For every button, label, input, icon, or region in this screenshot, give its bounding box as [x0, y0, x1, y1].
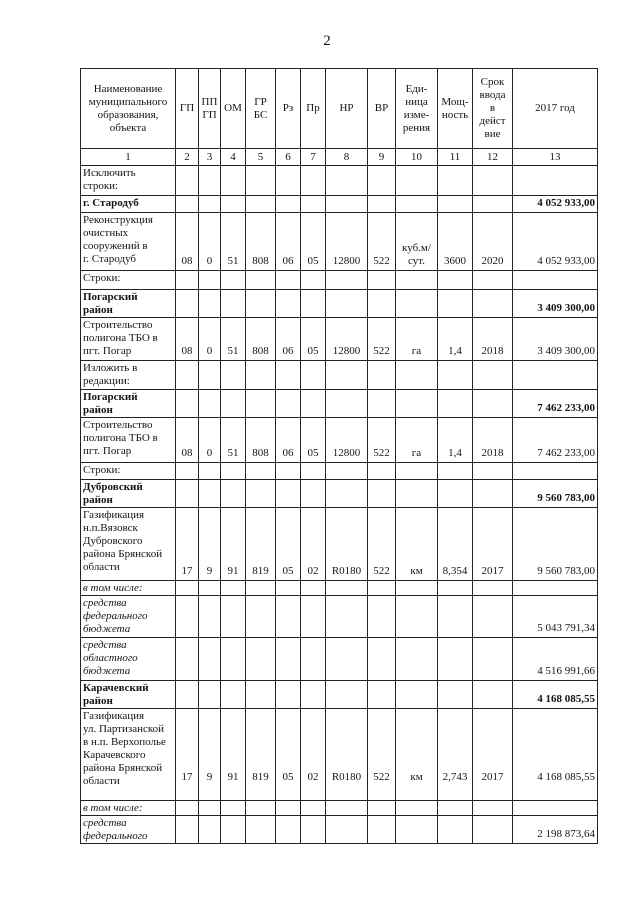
- cell-gp: [176, 480, 199, 508]
- table-row: [81, 418, 598, 463]
- cell-commissioning: [473, 271, 513, 290]
- cell-vr: 522: [368, 709, 396, 801]
- cell-unit: [396, 271, 438, 290]
- column-number-pr: 7: [301, 149, 326, 166]
- table-row: [81, 508, 598, 581]
- cell-unit: [396, 290, 438, 318]
- column-number-gp: 2: [176, 149, 199, 166]
- cell-vr: [368, 581, 396, 596]
- table-row: [81, 213, 598, 271]
- cell-name: Газификация ул. Партизанской в н.п. Верхополье Карачевского района Брянской области: [81, 709, 176, 801]
- cell-unit: [396, 361, 438, 390]
- header-gp: ГП: [176, 69, 199, 149]
- table-row: [81, 196, 598, 213]
- cell-vr: [368, 390, 396, 418]
- cell-name: Карачевский район: [81, 681, 176, 709]
- cell-pp-gp: [199, 801, 221, 816]
- cell-name: Погарский район: [81, 390, 176, 418]
- cell-pr: [301, 596, 326, 638]
- cell-commissioning: [473, 596, 513, 638]
- cell-rz: [276, 166, 301, 196]
- cell-name: средства федерального бюджета: [81, 596, 176, 638]
- cell-name: Дубровский район: [81, 480, 176, 508]
- cell-commissioning: [473, 816, 513, 844]
- cell-pr: [301, 166, 326, 196]
- cell-pr: 02: [301, 709, 326, 801]
- column-number-nr: 8: [326, 149, 368, 166]
- cell-gr-bs: [246, 681, 276, 709]
- cell-commissioning: 2020: [473, 213, 513, 271]
- cell-gr-bs: [246, 801, 276, 816]
- table-header: [81, 69, 598, 166]
- cell-capacity: [438, 463, 473, 480]
- cell-gp: [176, 271, 199, 290]
- cell-vr: [368, 271, 396, 290]
- cell-commissioning: [473, 581, 513, 596]
- cell-rz: [276, 581, 301, 596]
- cell-vr: 522: [368, 318, 396, 361]
- cell-rz: [276, 463, 301, 480]
- cell-vr: [368, 596, 396, 638]
- cell-nr: R0180: [326, 508, 368, 581]
- cell-pp-gp: 0: [199, 213, 221, 271]
- cell-gp: 17: [176, 709, 199, 801]
- cell-pr: [301, 681, 326, 709]
- cell-unit: [396, 638, 438, 681]
- table-row: [81, 596, 598, 638]
- cell-unit: [396, 801, 438, 816]
- cell-rz: [276, 290, 301, 318]
- cell-commissioning: [473, 638, 513, 681]
- table-row: [81, 271, 598, 290]
- cell-vr: [368, 638, 396, 681]
- cell-gp: [176, 596, 199, 638]
- cell-unit: га: [396, 418, 438, 463]
- cell-amount-2017: [513, 271, 598, 290]
- cell-pr: [301, 290, 326, 318]
- cell-om: [221, 196, 246, 213]
- cell-capacity: 2,743: [438, 709, 473, 801]
- cell-pp-gp: [199, 581, 221, 596]
- table-row: [81, 681, 598, 709]
- cell-nr: [326, 801, 368, 816]
- cell-pp-gp: [199, 596, 221, 638]
- cell-amount-2017: 4 168 085,55: [513, 681, 598, 709]
- column-number-gr-bs: 5: [246, 149, 276, 166]
- cell-gr-bs: [246, 361, 276, 390]
- cell-name: Реконструкция очистных сооружений в г. Стародуб: [81, 213, 176, 271]
- cell-gr-bs: 808: [246, 213, 276, 271]
- cell-om: [221, 290, 246, 318]
- cell-commissioning: 2018: [473, 318, 513, 361]
- column-number-rz: 6: [276, 149, 301, 166]
- table-row: [81, 166, 598, 196]
- cell-pp-gp: [199, 463, 221, 480]
- cell-capacity: [438, 196, 473, 213]
- cell-nr: [326, 581, 368, 596]
- cell-amount-2017: 7 462 233,00: [513, 418, 598, 463]
- cell-amount-2017: 4 052 933,00: [513, 196, 598, 213]
- cell-om: [221, 361, 246, 390]
- cell-gr-bs: 808: [246, 418, 276, 463]
- cell-nr: [326, 196, 368, 213]
- cell-vr: [368, 480, 396, 508]
- cell-capacity: 3600: [438, 213, 473, 271]
- cell-pp-gp: [199, 816, 221, 844]
- amendment-table: [80, 68, 598, 844]
- cell-capacity: [438, 290, 473, 318]
- cell-amount-2017: 4 516 991,66: [513, 638, 598, 681]
- cell-capacity: [438, 480, 473, 508]
- header-name: Наименование муниципального образования, объекта: [81, 69, 176, 149]
- column-number-vr: 9: [368, 149, 396, 166]
- table-row: [81, 463, 598, 480]
- cell-capacity: [438, 166, 473, 196]
- cell-rz: [276, 390, 301, 418]
- cell-name: средства федерального: [81, 816, 176, 844]
- cell-nr: [326, 290, 368, 318]
- cell-capacity: [438, 361, 473, 390]
- cell-gr-bs: [246, 390, 276, 418]
- table-row: [81, 318, 598, 361]
- cell-rz: [276, 816, 301, 844]
- cell-unit: [396, 596, 438, 638]
- cell-gr-bs: [246, 816, 276, 844]
- cell-pp-gp: [199, 166, 221, 196]
- cell-om: [221, 596, 246, 638]
- cell-pr: [301, 196, 326, 213]
- cell-nr: R0180: [326, 709, 368, 801]
- cell-vr: [368, 816, 396, 844]
- cell-amount-2017: [513, 166, 598, 196]
- cell-gr-bs: [246, 581, 276, 596]
- cell-name: Строки:: [81, 271, 176, 290]
- cell-om: [221, 801, 246, 816]
- cell-commissioning: [473, 480, 513, 508]
- column-number-row: [81, 149, 598, 166]
- cell-pp-gp: [199, 480, 221, 508]
- cell-nr: 12800: [326, 318, 368, 361]
- cell-gp: [176, 290, 199, 318]
- cell-pr: [301, 361, 326, 390]
- cell-unit: [396, 196, 438, 213]
- cell-commissioning: [473, 290, 513, 318]
- cell-rz: 05: [276, 508, 301, 581]
- cell-om: [221, 681, 246, 709]
- cell-amount-2017: [513, 581, 598, 596]
- cell-commissioning: [473, 681, 513, 709]
- cell-unit: [396, 166, 438, 196]
- cell-rz: [276, 361, 301, 390]
- cell-pr: [301, 271, 326, 290]
- cell-nr: [326, 166, 368, 196]
- cell-rz: 05: [276, 709, 301, 801]
- cell-rz: [276, 681, 301, 709]
- cell-vr: [368, 463, 396, 480]
- cell-commissioning: 2018: [473, 418, 513, 463]
- cell-om: 51: [221, 213, 246, 271]
- cell-gr-bs: [246, 290, 276, 318]
- cell-gp: [176, 166, 199, 196]
- cell-amount-2017: [513, 463, 598, 480]
- cell-unit: га: [396, 318, 438, 361]
- cell-amount-2017: 3 409 300,00: [513, 290, 598, 318]
- cell-amount-2017: 4 168 085,55: [513, 709, 598, 801]
- cell-vr: [368, 801, 396, 816]
- cell-vr: 522: [368, 418, 396, 463]
- cell-gp: 08: [176, 418, 199, 463]
- cell-unit: [396, 816, 438, 844]
- cell-gp: [176, 361, 199, 390]
- header-nr: НР: [326, 69, 368, 149]
- cell-unit: [396, 480, 438, 508]
- column-number-capacity: 11: [438, 149, 473, 166]
- cell-nr: [326, 463, 368, 480]
- cell-commissioning: [473, 801, 513, 816]
- header-om: ОМ: [221, 69, 246, 149]
- cell-nr: [326, 596, 368, 638]
- cell-gr-bs: [246, 271, 276, 290]
- cell-name: средства областного бюджета: [81, 638, 176, 681]
- cell-om: [221, 638, 246, 681]
- cell-nr: 12800: [326, 418, 368, 463]
- cell-rz: [276, 638, 301, 681]
- table-row: [81, 638, 598, 681]
- cell-gr-bs: [246, 166, 276, 196]
- cell-pp-gp: [199, 390, 221, 418]
- cell-name: Изложить в редакции:: [81, 361, 176, 390]
- cell-nr: [326, 816, 368, 844]
- cell-capacity: [438, 596, 473, 638]
- cell-nr: [326, 361, 368, 390]
- table-row: [81, 801, 598, 816]
- cell-pr: [301, 801, 326, 816]
- cell-gp: 08: [176, 318, 199, 361]
- cell-unit: км: [396, 508, 438, 581]
- cell-name: Строительство полигона ТБО в пгт. Погар: [81, 318, 176, 361]
- cell-commissioning: [473, 390, 513, 418]
- column-number-unit: 10: [396, 149, 438, 166]
- cell-pp-gp: [199, 271, 221, 290]
- cell-name: г. Стародуб: [81, 196, 176, 213]
- cell-name: Исключить строки:: [81, 166, 176, 196]
- cell-vr: [368, 166, 396, 196]
- cell-pp-gp: [199, 638, 221, 681]
- cell-rz: [276, 271, 301, 290]
- table-body: [81, 166, 598, 844]
- cell-pp-gp: [199, 681, 221, 709]
- cell-rz: 06: [276, 418, 301, 463]
- cell-amount-2017: 2 198 873,64: [513, 816, 598, 844]
- cell-pr: [301, 581, 326, 596]
- cell-commissioning: 2017: [473, 709, 513, 801]
- cell-rz: [276, 196, 301, 213]
- cell-vr: [368, 290, 396, 318]
- cell-pp-gp: [199, 196, 221, 213]
- cell-gr-bs: [246, 638, 276, 681]
- cell-nr: [326, 390, 368, 418]
- cell-capacity: 1,4: [438, 318, 473, 361]
- page-number: 2: [323, 33, 331, 49]
- cell-amount-2017: 3 409 300,00: [513, 318, 598, 361]
- cell-pr: [301, 638, 326, 681]
- cell-commissioning: 2017: [473, 508, 513, 581]
- cell-gr-bs: [246, 480, 276, 508]
- cell-commissioning: [473, 166, 513, 196]
- cell-name: в том числе:: [81, 581, 176, 596]
- cell-capacity: [438, 638, 473, 681]
- cell-pr: [301, 390, 326, 418]
- table-row: [81, 709, 598, 801]
- cell-pr: [301, 816, 326, 844]
- column-number-pp-gp: 3: [199, 149, 221, 166]
- cell-pr: [301, 480, 326, 508]
- cell-name: Газификация н.п.Вязовск Дубровского района Брянской области: [81, 508, 176, 581]
- cell-gr-bs: [246, 196, 276, 213]
- cell-name: Строки:: [81, 463, 176, 480]
- cell-amount-2017: 4 052 933,00: [513, 213, 598, 271]
- cell-gp: [176, 463, 199, 480]
- cell-om: [221, 390, 246, 418]
- cell-vr: 522: [368, 213, 396, 271]
- table-row: [81, 290, 598, 318]
- cell-pr: 05: [301, 418, 326, 463]
- cell-amount-2017: [513, 801, 598, 816]
- cell-commissioning: [473, 196, 513, 213]
- cell-unit: [396, 681, 438, 709]
- cell-nr: [326, 681, 368, 709]
- cell-om: 51: [221, 418, 246, 463]
- cell-pp-gp: 0: [199, 318, 221, 361]
- cell-amount-2017: 5 043 791,34: [513, 596, 598, 638]
- column-number-amount-2017: 13: [513, 149, 598, 166]
- column-number-om: 4: [221, 149, 246, 166]
- cell-rz: [276, 801, 301, 816]
- cell-commissioning: [473, 463, 513, 480]
- column-number-commissioning: 12: [473, 149, 513, 166]
- cell-om: [221, 480, 246, 508]
- cell-gp: [176, 196, 199, 213]
- cell-unit: [396, 581, 438, 596]
- cell-pp-gp: 0: [199, 418, 221, 463]
- cell-gp: [176, 816, 199, 844]
- cell-pp-gp: 9: [199, 508, 221, 581]
- cell-nr: 12800: [326, 213, 368, 271]
- cell-gr-bs: [246, 596, 276, 638]
- cell-om: [221, 271, 246, 290]
- cell-gr-bs: 819: [246, 709, 276, 801]
- header-gr-bs: ГР БС: [246, 69, 276, 149]
- cell-om: [221, 581, 246, 596]
- header-pr: Пр: [301, 69, 326, 149]
- header-vr: ВР: [368, 69, 396, 149]
- cell-gr-bs: [246, 463, 276, 480]
- cell-pp-gp: [199, 290, 221, 318]
- header-pp-gp: ПП ГП: [199, 69, 221, 149]
- cell-amount-2017: [513, 361, 598, 390]
- cell-pp-gp: 9: [199, 709, 221, 801]
- cell-name: Погарский район: [81, 290, 176, 318]
- table-row: [81, 390, 598, 418]
- cell-gp: [176, 581, 199, 596]
- cell-pr: 05: [301, 213, 326, 271]
- header-amount-2017: 2017 год: [513, 69, 598, 149]
- table-row: [81, 816, 598, 844]
- cell-vr: [368, 361, 396, 390]
- cell-pr: 05: [301, 318, 326, 361]
- header-unit: Еди- ница изме- рения: [396, 69, 438, 149]
- table-row: [81, 361, 598, 390]
- cell-gp: [176, 681, 199, 709]
- cell-commissioning: [473, 361, 513, 390]
- cell-capacity: [438, 816, 473, 844]
- cell-amount-2017: 9 560 783,00: [513, 508, 598, 581]
- cell-rz: 06: [276, 318, 301, 361]
- cell-capacity: [438, 801, 473, 816]
- cell-vr: [368, 681, 396, 709]
- cell-rz: [276, 596, 301, 638]
- cell-rz: 06: [276, 213, 301, 271]
- cell-om: 91: [221, 508, 246, 581]
- cell-unit: [396, 390, 438, 418]
- cell-om: 51: [221, 318, 246, 361]
- cell-vr: [368, 196, 396, 213]
- cell-unit: [396, 463, 438, 480]
- cell-capacity: 1,4: [438, 418, 473, 463]
- cell-vr: 522: [368, 508, 396, 581]
- cell-nr: [326, 271, 368, 290]
- cell-om: [221, 463, 246, 480]
- cell-gp: 08: [176, 213, 199, 271]
- cell-unit: куб.м/ сут.: [396, 213, 438, 271]
- cell-amount-2017: 7 462 233,00: [513, 390, 598, 418]
- cell-amount-2017: 9 560 783,00: [513, 480, 598, 508]
- cell-gr-bs: 819: [246, 508, 276, 581]
- cell-pr: 02: [301, 508, 326, 581]
- cell-name: Строительство полигона ТБО в пгт. Погар: [81, 418, 176, 463]
- cell-unit: км: [396, 709, 438, 801]
- cell-gp: [176, 801, 199, 816]
- cell-capacity: [438, 581, 473, 596]
- cell-gp: [176, 390, 199, 418]
- header-commissioning: Срок ввода в дейст вие: [473, 69, 513, 149]
- cell-om: [221, 816, 246, 844]
- cell-rz: [276, 480, 301, 508]
- cell-pr: [301, 463, 326, 480]
- table-row: [81, 480, 598, 508]
- cell-om: [221, 166, 246, 196]
- cell-capacity: [438, 390, 473, 418]
- cell-nr: [326, 638, 368, 681]
- header-rz: Рз: [276, 69, 301, 149]
- cell-capacity: [438, 271, 473, 290]
- table-row: [81, 581, 598, 596]
- header-row: [81, 69, 598, 149]
- cell-gp: 17: [176, 508, 199, 581]
- cell-pp-gp: [199, 361, 221, 390]
- cell-gr-bs: 808: [246, 318, 276, 361]
- cell-gp: [176, 638, 199, 681]
- cell-capacity: [438, 681, 473, 709]
- cell-capacity: 8,354: [438, 508, 473, 581]
- cell-name: в том числе:: [81, 801, 176, 816]
- cell-om: 91: [221, 709, 246, 801]
- cell-nr: [326, 480, 368, 508]
- header-capacity: Мощ- ность: [438, 69, 473, 149]
- column-number-name: 1: [81, 149, 176, 166]
